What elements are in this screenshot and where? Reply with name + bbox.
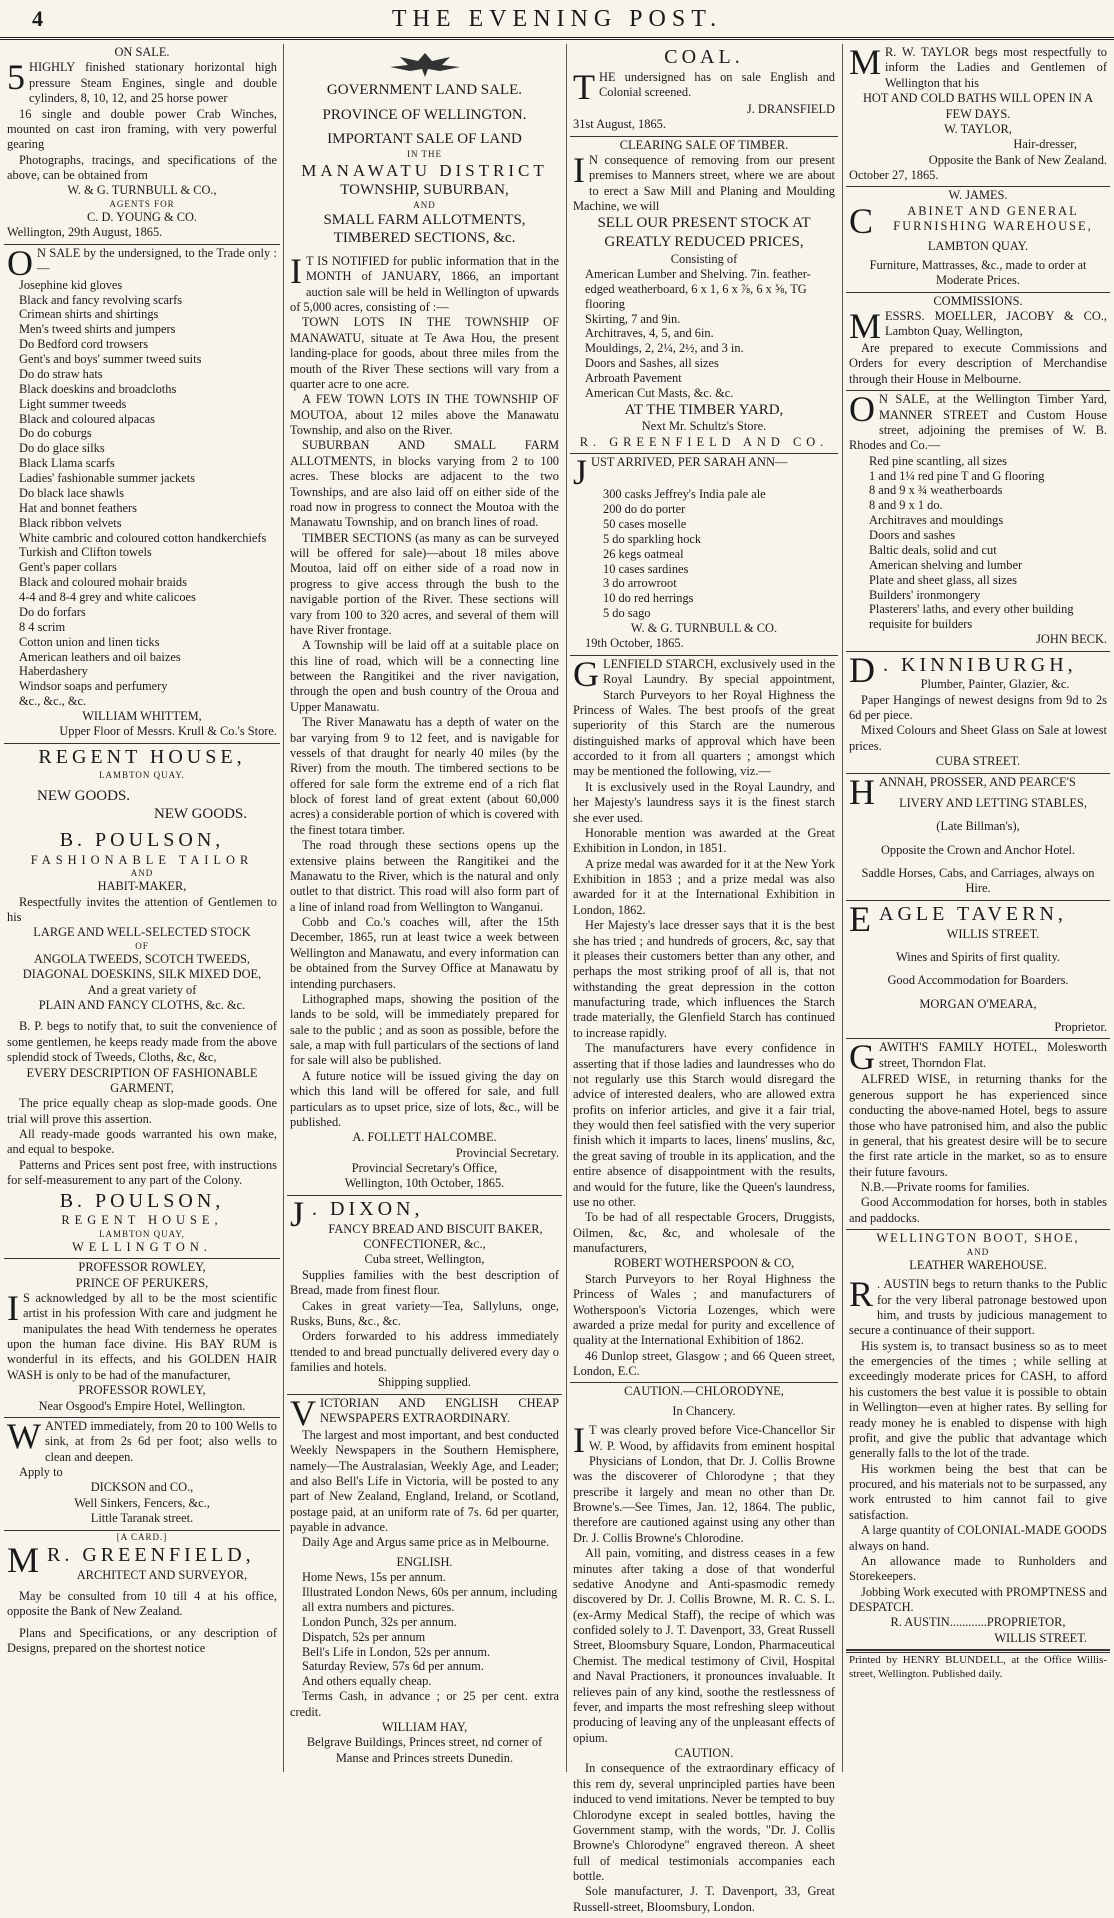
ad-text: Orders forwarded to his address immediately ttended to and bread punctually delivered every day o families and hotels. xyxy=(290,1329,559,1374)
ad-james-furnishing xyxy=(846,187,1110,292)
list-item: Do do coburgs xyxy=(19,426,92,441)
list-item: 10 cases sardines xyxy=(603,561,689,576)
ad-title: CAUTION.—CHLORODYNE, xyxy=(624,1384,784,1399)
ad-text: . AUSTIN begs to return thanks to the Public for the very liberal patronage bestowed upon him, and trusts by judicious management to secure a continuance of their support. xyxy=(849,1277,1107,1338)
advertiser-name: AGLE TAVERN, xyxy=(879,902,1067,925)
advertiser-name: PROFESSOR ROWLEY, xyxy=(78,1383,206,1398)
column-1 xyxy=(4,44,280,1772)
item-list xyxy=(849,454,1107,633)
ad-text: (Late Billman's), xyxy=(936,819,1020,834)
advertiser-address: Near Osgood's Empire Hotel, Wellington. xyxy=(38,1398,246,1413)
ad-text: A large quantity of COLONIAL-MADE GOODS always on hand. xyxy=(849,1523,1107,1553)
list-item: Home News, 15s per annum. xyxy=(302,1570,446,1585)
ad-heading: ENGLISH. xyxy=(396,1554,453,1569)
ad-text: The manufacturers have every confidence in asserting that if those ladies and laundresses who do not regularly use this Starch would disregard the advice of interested dealers, who are allowed extra profits on inferior articles, and give it a fair trial, they would then feel satisfied with the very superior finish which it imparts to laces, linens' muslins, &c, the great saving of trouble in its application, and the entire absence of disappointment with the results, and would for the future, like the Queen's laundress, use no other. xyxy=(573,1041,835,1209)
list-item: Architraves, 4, 5, and 6in. xyxy=(585,326,714,341)
ad-title: ICTORIAN AND ENGLISH CHEAP NEWSPAPERS EXTRAORDINARY. xyxy=(320,1395,559,1426)
ad-text: Well Sinkers, Fencers, &c., xyxy=(74,1495,210,1510)
advertiser-address: Cuba street, Wellington, xyxy=(364,1252,485,1267)
ad-subtitle: FANCY BREAD AND BISCUIT BAKER, CONFECTIONER, &c., xyxy=(328,1221,543,1251)
newspaper-columns xyxy=(4,42,1110,1914)
ad-text: Proprietor. xyxy=(1054,1020,1107,1035)
ad-moeller-commissions xyxy=(846,293,1110,392)
list-item: 200 do do porter xyxy=(603,502,686,517)
ad-text: Honorable mention was awarded at the Great Exhibition in London, in 1851. xyxy=(573,825,835,856)
ad-title: COMMISSIONS. xyxy=(933,293,1023,308)
ad-text: The price equally cheap as slop-made goods. One trial will prove this assertion. xyxy=(7,1096,277,1126)
list-item: 300 casks Jeffrey's India pale ale xyxy=(603,487,766,502)
advertiser-name: . DIXON, xyxy=(312,1197,424,1220)
ad-text: Lithographed maps, showing the position of the lands to be sold, will be immediately prepared for sale to the public ; and as soon as possible, before the sale, a map with full particulars of the sections of land for sale will also be published. xyxy=(290,991,559,1068)
ad-text: S acknowledged by all to be the most scientific artist in his profession With care and judgment he manipulates the head With tenderness he operates upon the human face divine. His BAY RUM is wonderful in its effects, and his GOLDEN HAIR WASH is only to be had of the manufacturer, xyxy=(7,1290,277,1382)
list-item: Bell's Life in London, 52s per annum. xyxy=(302,1644,491,1659)
list-item: American Cut Masts, &c. &c. xyxy=(585,385,734,400)
ad-heading: MANAWATU DISTRICT xyxy=(301,160,548,180)
list-item: Light summer tweeds xyxy=(19,396,127,411)
ad-text: OF xyxy=(135,940,149,951)
list-item: 1 and 1¼ red pine T and G flooring xyxy=(869,468,1045,483)
drop-cap: V xyxy=(290,1392,316,1433)
advertiser-name: ROBERT WOTHERSPOON & CO, xyxy=(613,1256,795,1271)
advertiser-address: WILLIS STREET. xyxy=(946,926,1040,941)
ad-text: His system is, to transact business so as to meet the emergencies of the times ; while selling at exceedingly moderate prices for CASH, to afford his customers the best value it is possible to obtain in Wellington—even at higher rates. By selling for ready money he is enabled to dispense with high profit, and give the public that advantage which generally falls to the lot of the trade. xyxy=(849,1338,1107,1461)
advertiser-name: W. & G. TURNBULL & CO., xyxy=(67,183,217,198)
ad-text: Are prepared to execute Commissions and Orders for every description of Merchandise through their House in Melbourne. xyxy=(849,341,1107,386)
list-item: Turkish and Clifton towels xyxy=(19,545,152,560)
advertiser-address: Upper Floor of Messrs. Krull & Co.'s Store. xyxy=(59,724,277,739)
ad-text: HE undersigned has on sale English and Colonial screened. xyxy=(599,69,835,100)
ad-title: ANNAH, PROSSER, AND PEARCE'S xyxy=(879,774,1076,789)
ad-title: PROFESSOR ROWLEY, xyxy=(78,1260,206,1275)
advertiser-address: Little Taranak street. xyxy=(90,1511,194,1526)
advertiser-name: . KINNIBURGH, xyxy=(883,653,1077,676)
ad-date: October 27, 1865. xyxy=(849,168,939,182)
column-4 xyxy=(846,44,1110,1772)
ad-text: And a great variety of xyxy=(87,982,197,997)
ad-text: LENFIELD STARCH, exclusively used in the Royal Laundry. By special appointment, Starch Purveyors to her Royal Highness the Princess of Wales. The best proofs of the great superiority of this Starch are the numerous distinguished marks of approval which have been accorded to it from all quarters ; amongst which may be mentioned the following, viz.— xyxy=(573,656,835,779)
list-item: Skirting, 7 and 9in. xyxy=(585,311,681,326)
advertiser-name: R. AUSTIN............PROPRIETOR, xyxy=(890,1615,1066,1630)
drop-cap: T xyxy=(573,66,595,107)
ad-text: Supplies families with the best description of Bread, made from finest flour. xyxy=(290,1267,559,1298)
ad-text: Shipping supplied. xyxy=(378,1375,471,1390)
drop-cap: I xyxy=(290,250,302,291)
list-item: 8 and 9 x 1 do. xyxy=(869,498,943,513)
ad-text: T IS NOTIFIED for public information that in the MONTH of JANUARY, 1866, an important auction sale will be held in Wellington of upwards of 5,000 acres, consisting of :— xyxy=(290,253,559,315)
ad-text: May be consulted from 10 till 4 at his office, opposite the Bank of New Zealand. xyxy=(7,1588,277,1619)
ad-subtitle: FASHIONABLE TAILOR xyxy=(30,852,254,867)
ad-heading: NEW GOODS. xyxy=(37,787,131,804)
list-item: 8 4 scrim xyxy=(19,619,66,634)
ad-subtitle: PRINCE OF PERUKERS, xyxy=(75,1275,209,1290)
ad-text: Patterns and Prices sent post free, with instructions for self-measurement to any part of the Colony. xyxy=(7,1157,277,1188)
ad-text: Provincial Secretary. xyxy=(455,1145,559,1160)
drop-cap: W xyxy=(7,1415,41,1456)
ad-title: GOVERNMENT LAND SALE. xyxy=(326,82,523,98)
ad-eagle-tavern xyxy=(846,898,1110,1040)
drop-cap: O xyxy=(7,242,33,283)
ad-text: His workmen being the best that can be procured, and his materials not to be surpassed, any work entrusted to him cannot fail to give satisfaction. xyxy=(849,1461,1107,1522)
ad-kinniburgh xyxy=(846,649,1110,774)
ad-text: ANTED immediately, from 20 to 100 Wells to sink, at from 2s 6d per foot; also wells to clean and deepen. xyxy=(44,1418,277,1464)
drop-cap: I xyxy=(573,1420,585,1461)
ad-subtitle: Plumber, Painter, Glazier, &c. xyxy=(920,677,1070,692)
ad-text: Plans and Specifications, or any description of Designs, prepared on the shortest notice xyxy=(7,1625,277,1656)
ad-text: Jobbing Work executed with PROMPTNESS and DESPATCH. xyxy=(849,1584,1107,1614)
ad-text: AGENTS FOR xyxy=(109,198,175,209)
drop-cap: I xyxy=(573,149,585,190)
ad-text: Mixed Colours and Sheet Glass on Sale at lowest prices. xyxy=(849,723,1107,753)
ad-subtitle: LAMBTON QUAY. xyxy=(99,769,185,780)
ad-text: T was clearly proved before Vice-Chancellor Sir W. P. Wood, by affidavits from eminent hospital Physicians of London, that Dr. J. Collis Browne was the discoverer of Chlorodyne ; that they prescribe it largely and mean no other than Dr. Browne's.—See Times, Jan. 12, 1864. The public, therefore are cautioned against using any other than Dr. J. Collis Browne's Chlorodine. xyxy=(573,1423,835,1545)
list-item: Do do straw hats xyxy=(19,366,103,381)
advertiser-address: Next Mr. Schultz's Store. xyxy=(641,419,767,434)
list-item: Dispatch, 52s per annum xyxy=(302,1629,426,1644)
advertiser-name: J. DRANSFIELD xyxy=(746,101,835,116)
drop-cap: I xyxy=(7,1287,19,1328)
advertiser-name: C. D. YOUNG & CO. xyxy=(86,209,198,224)
ad-text: TIMBER SECTIONS (as many as can be surveyed will be offered for sale)—about 18 miles above Moutoa, laid off on either side of a road now in progress to give access through the bush to the navigable portion of the River. These sections will vary from 100 to 320 acres, and several of them will have River frontage. xyxy=(290,530,559,637)
printer-imprint xyxy=(846,1650,1110,1684)
column-rule xyxy=(842,44,843,1772)
ad-text: 16 single and double power Crab Winches, mounted on cast iron framing, with very powerful gearing xyxy=(7,106,277,152)
ad-heading: AT THE TIMBER YARD, xyxy=(624,401,784,418)
ad-heading: NEW GOODS. xyxy=(153,806,247,823)
ad-text: Hair-dresser, xyxy=(1013,137,1077,152)
ad-title: LEATHER WAREHOUSE. xyxy=(909,1257,1047,1272)
ad-text: B. P. begs to notify that, to suit the convenience of some gentlemen, he keeps ready made from the above splendid stock of Tweeds, Cloths, &c, &c, xyxy=(7,1019,277,1065)
advertiser-name: A. FOLLETT HALCOMBE. xyxy=(352,1130,497,1145)
item-list xyxy=(573,267,835,401)
ad-text: An allowance made to Runholders and Storekeepers. xyxy=(849,1553,1107,1584)
list-item: Black and fancy revolving scarfs xyxy=(19,292,183,307)
drop-cap: J xyxy=(573,452,588,493)
ad-date: 31st August, 1865. xyxy=(573,117,666,132)
list-item: 8 and 9 x ¾ weatherboards xyxy=(869,483,1003,498)
ad-text: All pain, vomiting, and distress ceases in a few minutes after taking a dose of that wonderful sedative Anodyne and Anti-spasmodic remedy discovered by Dr. J. Collis Browne, M. R. C. S. L. (ex-Army Medical Staff), the recipe of which was confided solely to J. T. Davenport, 33, Great Russell Street, Bloomsbury Square, London, Pharmaceutical Chemist. The medical testimony of Civil, Hospital and Naval Practioners, it pronounces invaluable. It relieves pain of any kind, soothe the restlessness of fever, and imparts the most refreshing sleep without producing of leaving any of the unpleasant effects of opium. xyxy=(573,1546,835,1745)
ad-subtitle: PROVINCE OF WELLINGTON. xyxy=(322,106,527,123)
ad-text: Provincial Secretary's Office, xyxy=(351,1161,498,1176)
list-item: Plate and sheet glass, all sizes xyxy=(869,572,1017,587)
drop-cap: O xyxy=(849,389,875,430)
list-item: Builders' ironmongery xyxy=(869,587,981,602)
ad-whittem xyxy=(4,242,280,744)
list-item: American leathers and oil baizes xyxy=(19,649,181,664)
list-item: Doors and sashes xyxy=(869,528,956,542)
ad-newspapers xyxy=(287,1392,562,1769)
ad-text: Photographs, tracings, and specifications of the above, can be obtained from xyxy=(7,152,277,182)
list-item: &c., &c., &c. xyxy=(19,694,87,709)
list-item: Windsor soaps and perfumery xyxy=(19,679,168,694)
list-item: Black and coloured alpacas xyxy=(19,411,155,426)
list-item: London Punch, 32s per annum. xyxy=(302,1614,457,1629)
ad-beck-timber xyxy=(846,391,1110,651)
column-3 xyxy=(570,44,838,1914)
ad-steam-engines xyxy=(4,44,280,245)
ad-text: AND xyxy=(966,1246,990,1257)
advertiser-address: CUBA STREET. xyxy=(935,754,1021,769)
advertiser-name: B. POULSON, xyxy=(59,1189,225,1212)
ad-text: Good Accommodation for Boarders. xyxy=(887,973,1069,988)
drop-cap: G xyxy=(573,653,599,694)
ad-title: ABINET AND GENERAL FURNISHING WAREHOUSE, xyxy=(893,203,1093,234)
drop-cap: M xyxy=(7,1539,44,1580)
list-item: Men's tweed shirts and jumpers xyxy=(19,322,176,337)
ad-government-land-sale xyxy=(287,44,562,1196)
list-item: Baltic deals, solid and cut xyxy=(869,542,997,557)
ad-date: Wellington, 29th August, 1865. xyxy=(7,225,163,240)
list-item: Crimean shirts and shirtings xyxy=(19,307,159,322)
ad-text: The River Manawatu has a depth of water on the bar varying from 9 to 12 feet, and is navigable for vessels of that draught for nearly 40 miles (by the River) from the mouth. The timbered sections to be offered for sale form the extreme end of a rich flat block of forest land of great extent (about 60,000 acres) a considerable portion of which is covered with the finest totara timber. xyxy=(290,715,559,837)
list-item: 5 do sago xyxy=(603,606,651,621)
list-item: Doors and Sashes, all sizes xyxy=(585,356,719,371)
list-item: Black ribbon velvets xyxy=(19,515,122,530)
ad-text: Cakes in great variety—Tea, Sallyluns, onge, Rusks, Buns, &c., &c. xyxy=(290,1298,559,1328)
list-item: Haberdashery xyxy=(19,664,88,679)
drop-cap: H xyxy=(849,771,875,812)
ad-title: CLEARING SALE OF TIMBER. xyxy=(619,137,789,152)
ad-sarah-ann xyxy=(570,454,838,656)
list-item: White cambric and coloured cotton handkerchiefs xyxy=(19,530,267,545)
ad-date: 19th October, 1865. xyxy=(585,636,684,651)
ad-dixon-baker xyxy=(287,1193,562,1395)
ad-text: A FEW TOWN LOTS IN THE TOWNSHIP OF MOUTOA, about 12 miles above the Manawatu Township, and also on the River. xyxy=(290,392,559,438)
ad-subtitle: LIVERY AND LETTING STABLES, xyxy=(899,795,1087,810)
ad-heading: HOT AND COLD BATHS WILL OPEN IN A FEW DAYS. xyxy=(862,91,1094,121)
ad-heading: LARGE AND WELL-SELECTED STOCK xyxy=(33,925,251,940)
ad-text: Her Majesty's lace dresser says that it is the best she has tried ; and hundreds of grocers, &c, say that it pleases their customers better than any other, and perhaps the most striking proof of all is, that not withstanding the great depression in the cotton manufacturing trade, which influences the Starch trade materially, the Glenfield Starch has continued to increase rapidly. xyxy=(573,918,835,1040)
ad-text: To be had of all respectable Grocers, Druggists, Oilmen, &c, &c, and wholesale of the manufacturers, xyxy=(573,1210,835,1256)
list-item: Do do forfars xyxy=(19,604,86,619)
ad-text: N consequence of removing from our present premises to Manners street, where we are about to erect a Saw Mill and Planing and Moulding Machine, we will xyxy=(573,152,835,214)
ad-heading: ANGOLA TWEEDS, SCOTCH TWEEDS, DIAGONAL DOESKINS, SILK MIXED DOE, xyxy=(22,951,262,982)
advertiser-address: WILLIS STREET. xyxy=(994,1630,1087,1645)
list-item: 3 do arrowroot xyxy=(603,576,677,591)
ad-heading: SMALL FARM ALLOTMENTS, TIMBERED SECTIONS, &c. xyxy=(323,211,526,247)
ad-text: It is exclusively used in the Royal Laundry, and her Majesty's laundress says it is the finest starch she ever used. xyxy=(573,779,835,825)
ad-taylor-baths xyxy=(846,44,1110,187)
list-item: Do Bedford cord trowsers xyxy=(19,337,149,352)
ad-text: Starch Purveyors to her Royal Highness the Princess of Wales ; and manufacturers of Wotherspoon's Victoria Lozenges, which were awarded a prize medal for purity and excellence of quality at the International Exhibition of 1862. xyxy=(573,1271,835,1348)
ad-boot-warehouse xyxy=(846,1230,1110,1650)
list-item: Hat and bonnet feathers xyxy=(19,500,138,515)
ad-text: All ready-made goods warranted his own make, and equal to bespoke. xyxy=(7,1127,277,1157)
ad-heading: PLAIN AND FANCY CLOTHS, &c. &c. xyxy=(38,998,246,1013)
drop-cap: G xyxy=(849,1037,875,1078)
list-item: 5 do sparkling hock xyxy=(603,531,702,546)
advertiser-name: WILLIAM WHITTEM, xyxy=(82,709,202,724)
advertiser-name: R. GREENFIELD, xyxy=(47,1543,255,1566)
ad-heading: ON SALE. xyxy=(114,45,170,59)
ad-text: A Township will be laid off at a suitable place on this line of road, which will be a connecting line between the Rangitikei and the river navigation, through the open and bush country of the Oroua and Upper Manawatu. xyxy=(290,638,559,714)
ad-wells-wanted xyxy=(4,1415,280,1531)
list-item: 10 do red herrings xyxy=(603,591,694,606)
list-item: Josephine kid gloves xyxy=(19,277,123,292)
list-item: Gent's paper collars xyxy=(19,560,117,575)
list-item: Black doeskins and broadcloths xyxy=(19,381,177,396)
ad-text: Terms Cash, in advance ; or 25 per cent. extra credit. xyxy=(290,1689,559,1719)
list-item: Architraves and mouldings xyxy=(869,513,1004,528)
advertiser-address: 46 Dunlop street, Glasgow ; and 66 Queen street, London, E.C. xyxy=(573,1348,835,1379)
drop-cap: M xyxy=(849,306,882,346)
ad-text: AND xyxy=(413,199,436,210)
page-number: 4 xyxy=(32,6,43,31)
list-item: Mouldings, 2, 2¼, 2½, and 3 in. xyxy=(585,341,744,356)
ad-text: Daily Age and Argus same price as in Melbourne. xyxy=(302,1535,550,1550)
list-item: Cotton union and linen ticks xyxy=(19,634,160,649)
newspaper-masthead: THE EVENING POST. xyxy=(391,6,723,32)
list-item: American Lumber and Shelving. 7in. feather-edged weatherboard, 6 x 1, 6 x ⅞, 6 x ⅝, TG flooring xyxy=(585,266,811,311)
ad-text: N.B.—Private rooms for families. xyxy=(861,1180,1030,1195)
ad-subtitle: LAMBTON QUAY, xyxy=(99,1228,185,1239)
item-list xyxy=(7,278,277,709)
drop-cap: R xyxy=(849,1274,874,1315)
advertiser-address: Opposite the Crown and Anchor Hotel. xyxy=(880,842,1076,857)
ad-livery-stables xyxy=(846,771,1110,901)
ad-text: A prize medal was awarded for it at the New York Exhibition in 1853 ; and a prize medal was also awarded for it at the International Exhibition in London, 1862. xyxy=(573,856,835,917)
ad-text: IN THE xyxy=(406,148,443,159)
list-item: Do black lace shawls xyxy=(19,485,124,500)
ad-heading: IMPORTANT SALE OF LAND xyxy=(327,131,522,148)
list-item: Ladies' fashionable summer jackets xyxy=(19,471,195,486)
list-item: 26 kegs oatmeal xyxy=(603,546,684,561)
ad-text: Cobb and Co.'s coaches will, after the 15th December, 1865, run at least twice a week between Wellington and Manawatu, and every information can be obtained from the Survey Office at Manawatu by intending purchasers. xyxy=(290,915,559,991)
drop-cap: C xyxy=(849,200,876,241)
ad-heading: ESSRS. MOELLER, JACOBY & CO., Lambton Quay, Wellington, xyxy=(885,309,1107,339)
list-item: Saturday Review, 57s 6d per annum. xyxy=(302,1659,484,1674)
drop-cap: E xyxy=(849,898,875,939)
drop-cap: D xyxy=(849,649,879,690)
ad-text: AND xyxy=(130,868,154,879)
list-item: Do do glace silks xyxy=(19,441,105,456)
page-header xyxy=(0,0,1114,40)
advertiser-address: LAMBTON QUAY. xyxy=(927,238,1029,253)
list-item: Black and coloured mohair braids xyxy=(19,575,187,590)
advertiser-address: Belgrave Buildings, Princes street, nd corner of Manse and Princes streets Dunedin. xyxy=(306,1735,543,1765)
ad-text: Wines and Spirits of first quality. xyxy=(896,949,1060,964)
ad-text: A future notice will be issued giving the day on which this land will be offered for sale, and full particulars as to upset price, size of lots, &c., will be published. xyxy=(290,1068,559,1129)
ad-text: Paper Hangings of newest designs from 9d to 2s 6d per piece. xyxy=(849,692,1107,723)
ad-subtitle: HABIT-MAKER, xyxy=(97,879,187,894)
ad-title: COAL. xyxy=(664,46,744,68)
ad-professor-rowley xyxy=(4,1259,280,1418)
advertiser-name: W. TAYLOR, xyxy=(944,121,1012,136)
ad-title: WELLINGTON BOOT, SHOE, xyxy=(876,1231,1080,1246)
ad-subtitle: REGENT HOUSE, xyxy=(61,1213,223,1228)
drop-cap: M xyxy=(849,42,882,82)
list-item: 4-4 and 8-4 grey and white calicoes xyxy=(19,590,196,605)
advertiser-address: Opposite the Bank of New Zealand. xyxy=(928,152,1107,167)
ad-text: ALFRED WISE, in returning thanks for the generous support he has experienced since conducting the above-named Hotel, begs to assure those who have patronised him, and also the public in general, that his greatest desire will be to secure the first rate article in the market, so as to ensure their future favours. xyxy=(849,1072,1107,1179)
list-item: Plasterers' laths, and every other building requisite for builders xyxy=(869,602,1074,632)
imprint-text: Printed by HENRY BLUNDELL, at the Office Willis-street, Wellington. Published daily. xyxy=(849,1654,1107,1680)
advertiser-name: R. GREENFIELD AND CO. xyxy=(579,434,829,449)
item-list xyxy=(290,1570,559,1689)
ad-coal xyxy=(570,44,838,137)
ad-text: Furniture, Mattrasses, &c., made to order at Moderate Prices. xyxy=(869,257,1087,288)
ad-heading: EVERY DESCRIPTION OF FASHIONABLE GARMENT, xyxy=(26,1065,258,1095)
list-item: Illustrated London News, 60s per annum, including all extra numbers and pictures. xyxy=(302,1585,558,1614)
ad-text: N SALE, at the Wellington Timber Yard, MANNER STREET and Custom House street, adjoining the premises of W. B. Rhodes and Co.— xyxy=(849,392,1107,453)
ad-text: HIGHLY finished stationary horizontal high pressure Steam Engines, single and double cylinders, 8, 10, 12, and 25 horse power xyxy=(29,60,277,106)
ad-text: R. W. TAYLOR begs most respectfully to inform the Ladies and Gentlemen of Wellington that his xyxy=(885,45,1107,90)
ad-text: Sole manufacturer, J. T. Davenport, 33, Great Russell-street, Bloomsbury, London. xyxy=(573,1884,835,1914)
ad-text: In consequence of the extraordinary efficacy of this rem dy, several unprincipled parties have been induced to vend imitations. Never be tempted to buy Chlorodyne except in sealed bottles, having the Government stamp, with the words, "Dr. J. Collis Browne's Chlorodyne" engraved thereon. A sheet full of medical testimonials accompanies each bottle. xyxy=(573,1761,835,1884)
ad-clearing-timber xyxy=(570,137,838,455)
column-rule xyxy=(283,44,284,1772)
list-item: Red pine scantling, all sizes xyxy=(869,453,1007,468)
drop-cap: 5 xyxy=(7,57,25,98)
ad-heading: [A CARD.] xyxy=(116,1531,168,1542)
column-2 xyxy=(287,44,562,1772)
ad-title: AWITH'S FAMILY HOTEL, Molesworth street, Thorndon Flat. xyxy=(879,1040,1107,1070)
ad-heading: SELL OUR PRESENT STOCK AT GREATLY REDUCED PRICES, xyxy=(597,215,811,251)
ad-text: Apply to xyxy=(19,1465,63,1480)
ad-title: REGENT HOUSE, xyxy=(38,745,246,768)
ad-text: N SALE by the undersigned, to the Trade only :— xyxy=(37,245,277,276)
list-item: Black Llama scarfs xyxy=(19,456,115,471)
column-rule xyxy=(566,44,567,1772)
ad-chlorodyne xyxy=(570,1383,838,1918)
ad-regent-house xyxy=(4,744,280,1259)
list-item: American shelving and lumber xyxy=(869,557,1023,572)
ad-text: Saddle Horses, Cabs, and Carriages, always on Hire. xyxy=(861,866,1095,896)
ad-text: TOWN LOTS IN THE TOWNSHIP OF MANAWATU, situate at Te Awa Hou, the present landing-place for goods, about three miles from the mouth of the River These sections will vary from a quarter acre to one acre. xyxy=(290,315,559,391)
ad-text: The largest and most important, and best conducted Weekly Newspapers in the Southern Hemisphere, namely—The Australasian, Weekly Age, and Leader; and also Bell's Life in Victoria, will be posted to any part of New Zealand, England, Ireland, or Scotland, postage paid, at an uniform rate of 7s. 6d per quarter, payable in advance. xyxy=(290,1427,559,1534)
drop-cap: J xyxy=(290,1193,309,1234)
ad-text: SUBURBAN AND SMALL FARM ALLOTMENTS, in blocks varying from 2 to 100 acres. These blocks are adjacent to the two Townships, and are also laid off on either side of the road now in progress to connect the Moutoa with the Manawatu Township, and on branch lines of road. xyxy=(290,438,559,530)
ad-text: Good Accommodation for horses, both in stables and paddocks. xyxy=(849,1195,1107,1225)
list-item: Arbroath Pavement xyxy=(585,371,682,386)
ad-subtitle: In Chancery. xyxy=(672,1403,736,1418)
advertiser-name: WILLIAM HAY, xyxy=(381,1719,468,1734)
ad-gawith-hotel xyxy=(846,1039,1110,1230)
advertiser-name: MORGAN O'MEARA, xyxy=(919,996,1037,1011)
ad-subtitle: ARCHITECT AND SURVEYOR, xyxy=(76,1567,248,1582)
advertiser-name: W. & G. TURNBULL & CO. xyxy=(630,621,778,636)
ad-heading: CAUTION. xyxy=(674,1746,734,1761)
ad-glenfield-starch xyxy=(570,653,838,1384)
list-item: Gent's and boys' summer tweed suits xyxy=(19,352,202,367)
ad-greenfield-architect xyxy=(4,1531,280,1660)
advertiser-name: JOHN BECK. xyxy=(1036,632,1107,647)
ad-text: The road through these sections opens up the extensive plains between the Rangitikei and the Manawatu to the River, which is the natural and only outlet to that district. This road will also form part of a line of inland road from Wellington to Wanganui. xyxy=(290,838,559,914)
item-list xyxy=(573,487,835,621)
ad-subtitle: WELLINGTON. xyxy=(72,1239,212,1254)
list-item: And others equally cheap. xyxy=(302,1674,432,1689)
advertiser-name: DICKSON and CO., xyxy=(90,1480,194,1495)
advertiser-name: W. JAMES. xyxy=(948,188,1008,203)
ad-text: Respectfully invites the attention of Gentlemen to his xyxy=(7,894,277,924)
ad-heading: TOWNSHIP, SUBURBAN, xyxy=(340,182,509,199)
list-item: 50 cases moselle xyxy=(603,516,687,531)
ad-text: Consisting of xyxy=(670,251,738,266)
ad-date: Wellington, 10th October, 1865. xyxy=(344,1176,505,1191)
advertiser-name: B. POULSON, xyxy=(59,828,225,851)
royal-crest-icon xyxy=(380,49,470,79)
ad-title: UST ARRIVED, PER SARAH ANN— xyxy=(591,455,788,470)
